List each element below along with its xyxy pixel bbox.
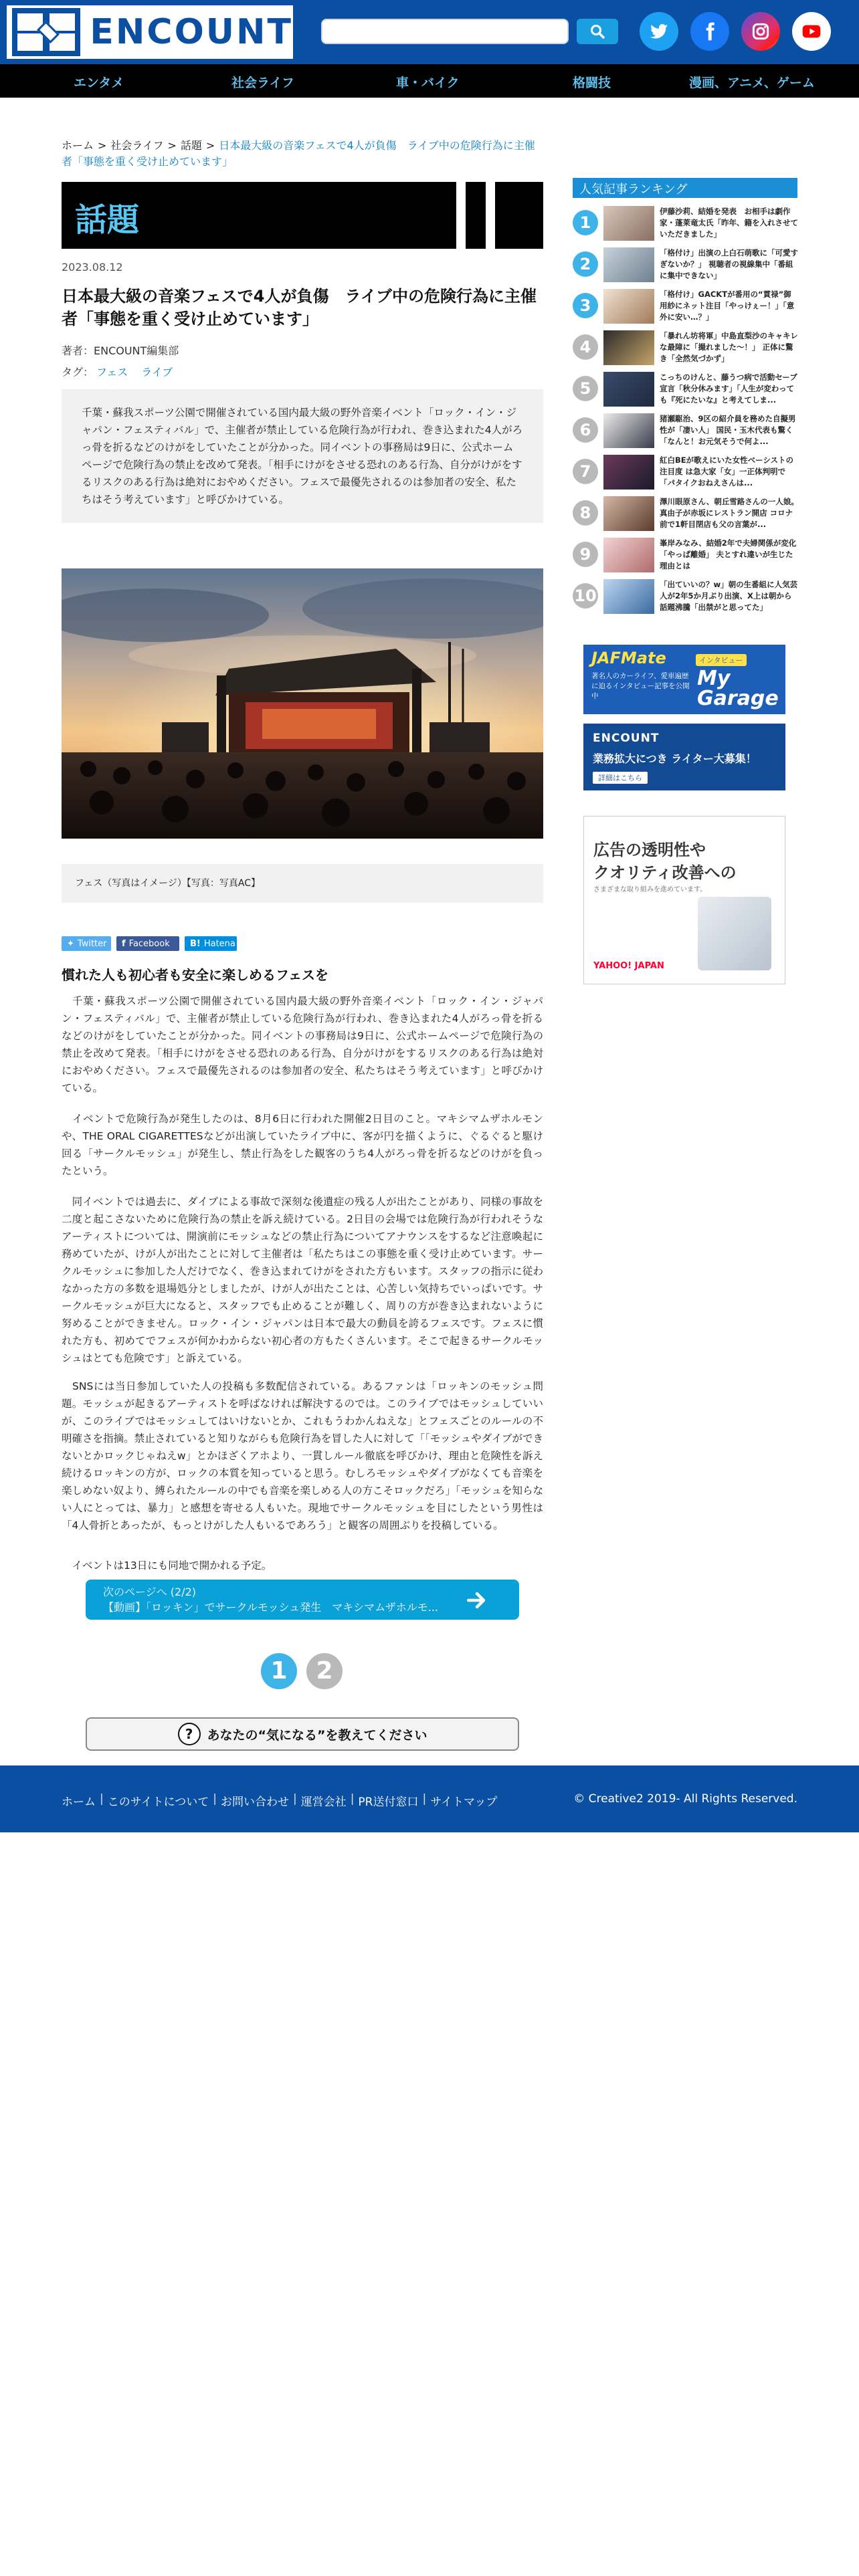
section-banner [62, 182, 543, 249]
article-headline: 日本最大級の音楽フェスで4人が負傷 ライブ中の危険行為に主催者「事態を重く受け止めています」 [62, 287, 537, 328]
breadcrumb-topic[interactable]: 話題 [180, 139, 202, 152]
section-title: 話題 [75, 201, 140, 239]
share-hatena-button[interactable]: B! Hatena [185, 936, 237, 951]
rank-number: 7 [573, 459, 598, 484]
footer-link-about[interactable]: このサイトについて [107, 1796, 209, 1809]
yahoo-ad-banner[interactable]: 広告の透明性や クオリティ改善への さまざまな取り組みを進めています。 YAHOO! JAPAN [583, 816, 785, 984]
interest-survey-button[interactable] [86, 1717, 519, 1751]
ranking-item[interactable] [573, 372, 800, 409]
article-summary: 千葉・蘇我スポーツ公園で開催されている国内最大級の野外音楽イベント「ロック・イン・ジャパン・フェスティバル」で、主催者が禁止している危険行為が行われ、巻き込まれた4人がろっ骨を折るなどのけがをしていたことが分かった。同イベントの事務局は9日に、公式ホームページで危険行為の禁止を改めて発表。「相手にけがをさせる恐れのある行為、自分がけがをするリスクのある行為は絶対におやめください。フェスで最優先されるのは参加者の安全、私たちはそう考えています」と呼びかけている。 [62, 389, 543, 523]
rank-thumbnail [603, 206, 654, 241]
instagram-icon [750, 21, 771, 42]
rank-thumbnail [603, 413, 654, 448]
rank-thumbnail [603, 455, 654, 490]
rank-number: 8 [573, 500, 598, 526]
rank-title: 「出ていいの？w」朝の生番組に人気芸人が2年5か月ぶり出演、X上は朝から話題沸騰「出禁がと思ってた」 [660, 580, 798, 612]
ranking-item[interactable] [573, 455, 800, 492]
ranking-item[interactable] [573, 496, 800, 534]
rank-thumbnail [603, 579, 654, 614]
next-page-button[interactable] [86, 1580, 519, 1620]
article-paragraph: 千葉・蘇我スポーツ公園で開催されている国内最大級の野外音楽イベント「ロック・イン・ジャパン・フェスティバル」で、主催者が禁止している危険行為が行われ、巻き込まれた4人がろっ骨を折るなどのけがをしていたことが分かった。同イベントの事務局は9日に、公式ホームページで危険行為の禁止を改めて発表。「相手にけがをさせる恐れのある行為、自分がけがをするリスクのある行為は絶対におやめください。フェスで最優先されるのは参加者の安全、私たちはそう考えています」と呼びかけている。 [62, 995, 543, 1094]
rank-title: 紅白BEが歌えにいた女性ベーシストの注目度 は急大家「女」一正体判明で「パタイクおねえさんは... [660, 455, 794, 488]
twitter-icon: ✦ [67, 938, 74, 949]
nav-item-entertainment[interactable]: エンタメ [74, 76, 124, 90]
rank-title: 伊藤沙莉、結婚を発表 お相手は劇作家・蓬莱竜太氏「昨年、籍を入れさせていただきました」 [660, 207, 798, 239]
rank-number: 3 [573, 293, 598, 318]
facebook-icon: f [122, 938, 126, 949]
footer-link-pr[interactable]: PR送付窓口 [358, 1796, 419, 1809]
rank-number: 5 [573, 376, 598, 401]
share-twitter-button[interactable]: ✦ Twitter [62, 936, 111, 951]
logo-mark-icon [12, 8, 80, 56]
jafmate-ad-banner[interactable]: JAFMate 著名人のカーライフ、愛車遍歴に迫るインタビュー記事を公開中 インタビュー My Garage [583, 645, 785, 714]
breadcrumb-social-life[interactable]: 社会ライフ [110, 139, 164, 152]
ranking-item[interactable] [573, 289, 800, 326]
jafmate-logo: JAFMate [591, 649, 666, 667]
twitter-button[interactable] [640, 12, 678, 51]
ranking-item[interactable] [573, 247, 800, 285]
rank-thumbnail [603, 330, 654, 365]
facebook-icon [699, 21, 721, 42]
breadcrumb: ホーム > 社会ライフ > 話題 > 日本最大級の音楽フェスで4人が負傷 ライブ中の危険行為に主催者「事態を重く受け止めています」 [62, 139, 535, 168]
logo-text: ENCOUNT [90, 12, 293, 52]
site-header [0, 0, 859, 64]
rank-number: 4 [573, 334, 598, 360]
rank-number: 9 [573, 542, 598, 567]
article-author: 著者：ENCOUNT編集部 [62, 344, 179, 357]
pagination-page-2[interactable]: 2 [306, 1653, 343, 1689]
breadcrumb-current: 日本最大級の音楽フェスで4人が負傷 ライブ中の危険行為に主催者「事態を重く受け止めています」 [62, 139, 535, 168]
rank-title: 澤川眼原さん、朝丘雪路さんの一人娘。真由子が赤坂にレストラン開店 コロナ前で1軒目閉店も父の言葉が... [660, 497, 799, 529]
rank-thumbnail [603, 538, 654, 572]
site-logo[interactable] [5, 4, 294, 60]
article-paragraph: イベントで危険行為が発生したのは、8月6日に行われた開催2日目のこと。マキシマムザホルモンや、THE ORAL CIGARETTESなどが出演していたライブ中に、客が円を描くように、ぐるぐると駆け回る「サークルモッシュ」が発生し、禁止行為をした観客のうち4人がろっ骨を折るなどのけがを負ったという。 [62, 1113, 543, 1177]
article-paragraph: 同イベントでは過去に、ダイブによる事故で深刻な後遺症の残る人が出たことがあり、同様の事故を二度と起こさないために危険行為の禁止を訴え続けている。2日目の会場では危険行為が行われそうなアーティストについては、開演前にモッシュなどの禁止行為についてアナウンスをするなど注意喚起に務めていたが、けが人が出たことに対して主催者は「私たちはこの事態を重く受け止めています。サークルモッシュに参加した人だけでなく、巻き込まれてけがをされた方もいます。スタッフの指示に従わなかった方の多数を退場処分としましたが、けが人が出たことは、心苦しい気持ちでいっぱいです。サークルモッシュが巨大になると、スタッフでも止めることが難しく、周りの方が巻き込まれないように努めることができません。ロック・イン・ジャパンは日本で最大の動員を誇るフェスです。フェスに慣れた方も、初めてでフェスが何かわからない初心者の方もたくさんいます。そこで起きるサークルモッシュはとても危険です」と訴えている。 [62, 1196, 543, 1364]
article-date: 2023.08.12 [62, 261, 123, 274]
footer-link-contact[interactable]: お問い合わせ [220, 1796, 289, 1809]
article-paragraph: イベントは13日にも同地で開かれる予定。 [62, 1560, 272, 1572]
rank-number: 10 [573, 583, 598, 609]
youtube-button[interactable] [792, 12, 831, 51]
instagram-button[interactable] [741, 12, 780, 51]
ad-illustration [698, 897, 771, 970]
arrow-right-icon [466, 1589, 488, 1612]
rank-title: 峯岸みなみ、結婚2年で夫婦関係が変化「やっぱ離婚」 夫とすれ違いが生じた理由とは [660, 538, 797, 570]
search-icon [589, 23, 605, 39]
rank-title: 「格付け」GACKTが番用の“貫禄”御用紗にネット注目「やっけぇー！」「意外に安い…？」 [660, 290, 795, 322]
article-hero-image [62, 568, 543, 839]
rank-title: 「暴れん坊将軍」中島直梨沙のキャキレな最障に「撮れました〜！」 正体に驚き「全然気づかず」 [660, 331, 798, 363]
share-facebook-button[interactable]: f Facebook [116, 936, 179, 951]
nav-item-car-bike[interactable]: 車・バイク [396, 76, 460, 90]
rank-thumbnail [603, 372, 654, 407]
tag-link[interactable]: ライブ [141, 366, 173, 379]
footer-link-company[interactable]: 運営会社 [300, 1796, 347, 1809]
footer-link-home[interactable]: ホーム [62, 1796, 96, 1809]
interest-survey-label: あなたの“気になる”を教えてください [207, 1727, 427, 1743]
rank-thumbnail [603, 289, 654, 324]
twitter-icon [648, 21, 670, 42]
ranking-title: 人気記事ランキング [573, 178, 797, 198]
question-icon: ? [178, 1723, 201, 1745]
tags-label: タグ： [62, 366, 94, 379]
rank-title: 「格付け」出演の上白石萌歌に「可愛すぎないか？」 視聴者の視線集中「番組に集中できない」 [660, 248, 798, 280]
youtube-icon [801, 21, 822, 42]
pagination-page-1[interactable]: 1 [261, 1653, 297, 1689]
yahoo-logo: YAHOO! JAPAN [593, 961, 664, 971]
rank-title: こっちのけんと、藤うつ病で活動セーブ宣言「秋分休みます」「人生が変わっても『死にたいな』と考えてしま... [660, 372, 797, 405]
encount-logo: ENCOUNT [593, 732, 660, 745]
ranking-item[interactable] [573, 538, 800, 575]
tag-link[interactable]: フェス [96, 366, 128, 379]
site-footer [0, 1765, 859, 1832]
encount-recruit-ad-banner[interactable]: ENCOUNT 業務拡大につき ライター大募集！ 詳細はこちら [583, 724, 785, 790]
nav-item-manga-anime-game[interactable]: 漫画、アニメ、ゲーム [689, 76, 815, 90]
image-caption: フェス（写真はイメージ）【写真：写真AC】 [62, 864, 543, 903]
rank-thumbnail [603, 247, 654, 282]
nav-item-martial-arts[interactable]: 格闘技 [573, 76, 611, 90]
main-nav [0, 64, 859, 98]
copyright: © Creative2 2019- All Rights Reserved. [573, 1792, 797, 1806]
search-button[interactable] [577, 19, 618, 44]
article-paragraph: SNSには当日参加していた人の投稿も多数配信されている。あるファンは「ロッキンのモッシュ問題。モッシュが起きるアーティストを呼ばなければ解決するのでは。このライブではモッシュしていいが、このライブではモッシュしてはいけないとか、これもうわかんねえな」とフェスごとのルールの不明確さを指摘。禁止されていると知りながらも危険行為を冒した人に対して「「モッシュやダイブができないとかロックじゃねえw」とかほざくアホより、一貫しルール徹底を呼びかけ、理由と危険性を訴え続けるロッキンの方が、ロックの本質を知っていると思う。むしろモッシュやダイブがなくても音楽を楽しめない奴より、縛られたルールの中でも音楽を楽しめる人の方こそロックだろ」「モッシュを知らない人にとっては、暴力」と感想を寄せる人もいた。現地でサークルモッシュを目にしたという男性は「4人骨折とあったが、もっとけがした人もいるであろう」と観客の周囲ぶりを投稿している。 [62, 1380, 543, 1531]
ranking-item[interactable] [573, 330, 800, 368]
rank-title: 猪瀬駆治、9区の紹介員を務めた自擬男性が「凄い人」 国民・玉木代表も驚く「なんと！お元気そうで何よ... [660, 414, 796, 446]
search-input[interactable] [321, 19, 569, 44]
ranking-item[interactable] [573, 206, 800, 243]
next-page-title: 【動画】「ロッキン」でサークルモッシュ発生 マキシマムザホルモ... [103, 1601, 439, 1614]
rank-number: 1 [573, 210, 598, 235]
rank-number: 6 [573, 417, 598, 443]
ranking-item[interactable] [573, 413, 800, 451]
rank-thumbnail [603, 496, 654, 531]
footer-link-sitemap[interactable]: サイトマップ [430, 1796, 498, 1809]
hatena-icon: B! [190, 938, 201, 949]
facebook-button[interactable] [690, 12, 729, 51]
ranking-item[interactable] [573, 579, 800, 617]
next-page-label: 次のページへ (2/2) [103, 1586, 197, 1598]
article-subheading: 慣れた人も初心者も安全に楽しめるフェスを [62, 967, 328, 983]
footer-links: ホーム | このサイトについて | お問い合わせ | 運営会社 | PR送付窓口 | サイトマップ [62, 1792, 498, 1809]
rank-number: 2 [573, 251, 598, 277]
article-tags [62, 364, 183, 379]
breadcrumb-home[interactable]: ホーム [62, 139, 94, 152]
nav-item-social-life[interactable]: 社会ライフ [231, 76, 294, 90]
